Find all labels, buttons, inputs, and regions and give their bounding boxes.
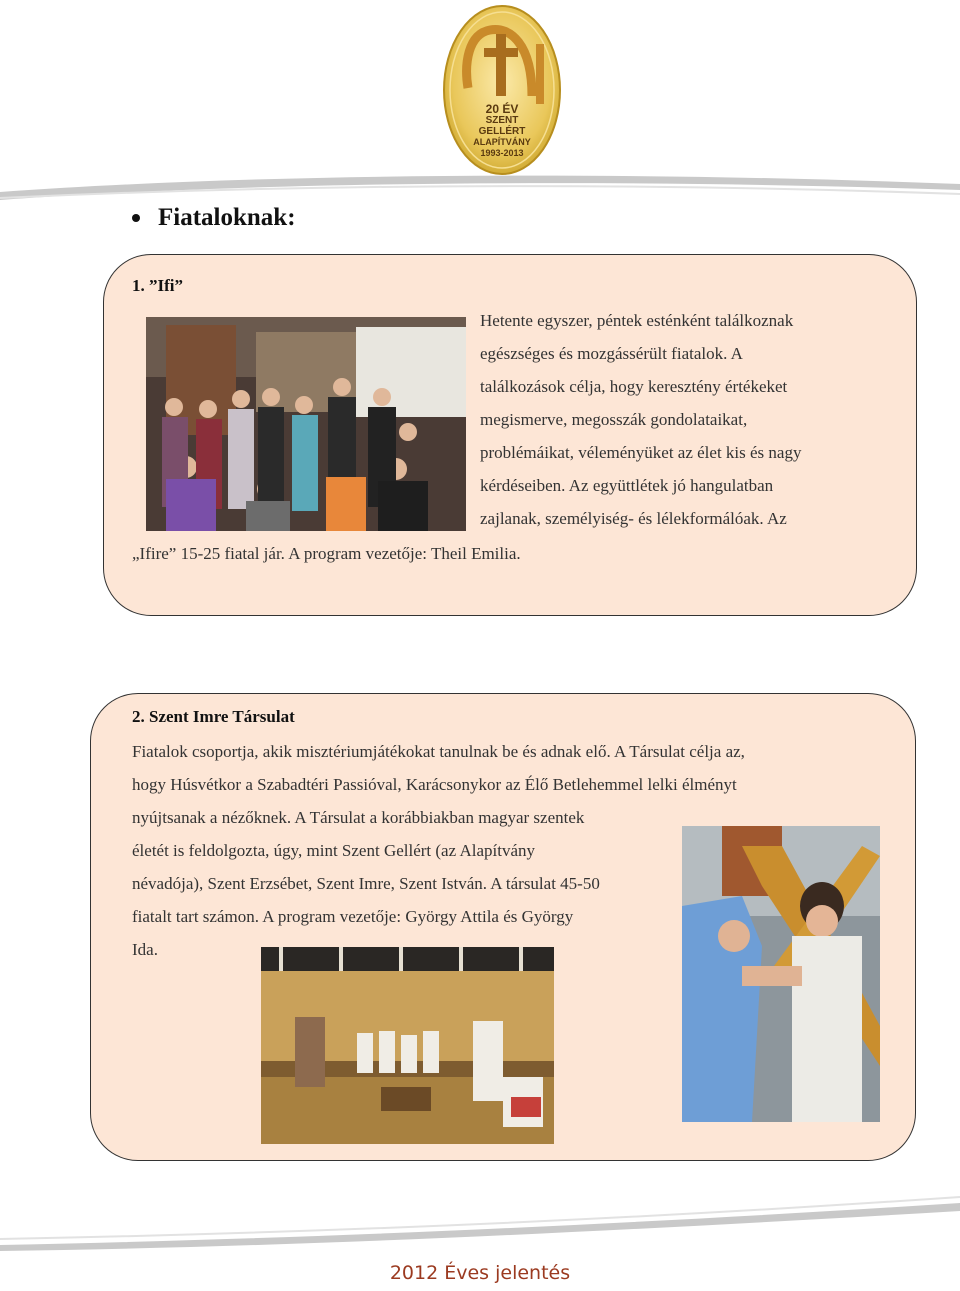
szent-imre-description-cont	[132, 801, 677, 966]
bottom-swoosh-decoration	[0, 1195, 960, 1255]
ifi-line-3: találkozások célja, hogy keresztény értékeket	[480, 377, 788, 396]
ifi-title: 1. ”Ifi”	[132, 276, 183, 295]
ifi-description	[480, 304, 900, 535]
ifi-line-5: problémáikat, véleményüket az élet kis és nagy	[480, 443, 802, 462]
page-heading-text: Fiataloknak:	[158, 204, 296, 231]
logo-line-4: ALAPÍTVÁNY	[473, 137, 531, 147]
logo-line-2: SZENT	[485, 115, 519, 126]
szent-imre-description	[132, 735, 892, 801]
imre-line-3: nyújtsanak a nézőknek. A Társulat a korábbiakban magyar szentek	[132, 808, 585, 827]
bullet-icon	[132, 214, 140, 222]
szent-imre-title: 2. Szent Imre Társulat	[132, 707, 295, 726]
logo-line-1: 20 ÉV	[485, 102, 519, 116]
youth-group-photo	[146, 317, 466, 531]
ifi-line-1: Hetente egyszer, péntek esténként találkoznak	[480, 311, 794, 330]
ifi-line-7: zajlanak, személyiség- és lélekformálóak. Az	[480, 509, 787, 528]
ifi-line-2: egészséges és mozgássérült fiatalok. A	[480, 344, 743, 363]
imre-line-4: életét is feldolgozta, úgy, mint Szent Gellért (az Alapítvány	[132, 841, 535, 860]
foundation-logo	[440, 4, 564, 176]
imre-line-2: hogy Húsvétkor a Szabadtéri Passióval, Karácsonykor az Élő Betlehemmel lelki élményt	[132, 775, 737, 794]
ifi-line-6: kérdéseiben. Az együttlétek jó hangulatban	[480, 476, 774, 495]
logo-line-5: 1993-2013	[480, 148, 524, 158]
page-heading	[132, 204, 296, 232]
passion-play-photo	[682, 826, 880, 1122]
imre-line-5: névadója), Szent Erzsébet, Szent Imre, Szent István. A társulat 45-50	[132, 874, 600, 893]
imre-line-7: Ida.	[132, 940, 158, 959]
footer-title: 2012 Éves jelentés	[389, 1262, 571, 1284]
ifi-last-line: „Ifire” 15-25 fiatal jár. A program vezetője: Theil Emilia.	[132, 544, 521, 563]
ifi-line-4: megismerve, megosszák gondolataikat,	[480, 410, 748, 429]
logo-line-3: GELLÉRT	[478, 126, 526, 137]
nativity-play-photo	[261, 947, 554, 1144]
imre-line-6: fiatalt tart számon. A program vezetője: György Attila és György	[132, 907, 574, 926]
imre-line-1: Fiatalok csoportja, akik misztériumjátékokat tanulnak be és adnak elő. A Társulat célja az,	[132, 742, 745, 761]
